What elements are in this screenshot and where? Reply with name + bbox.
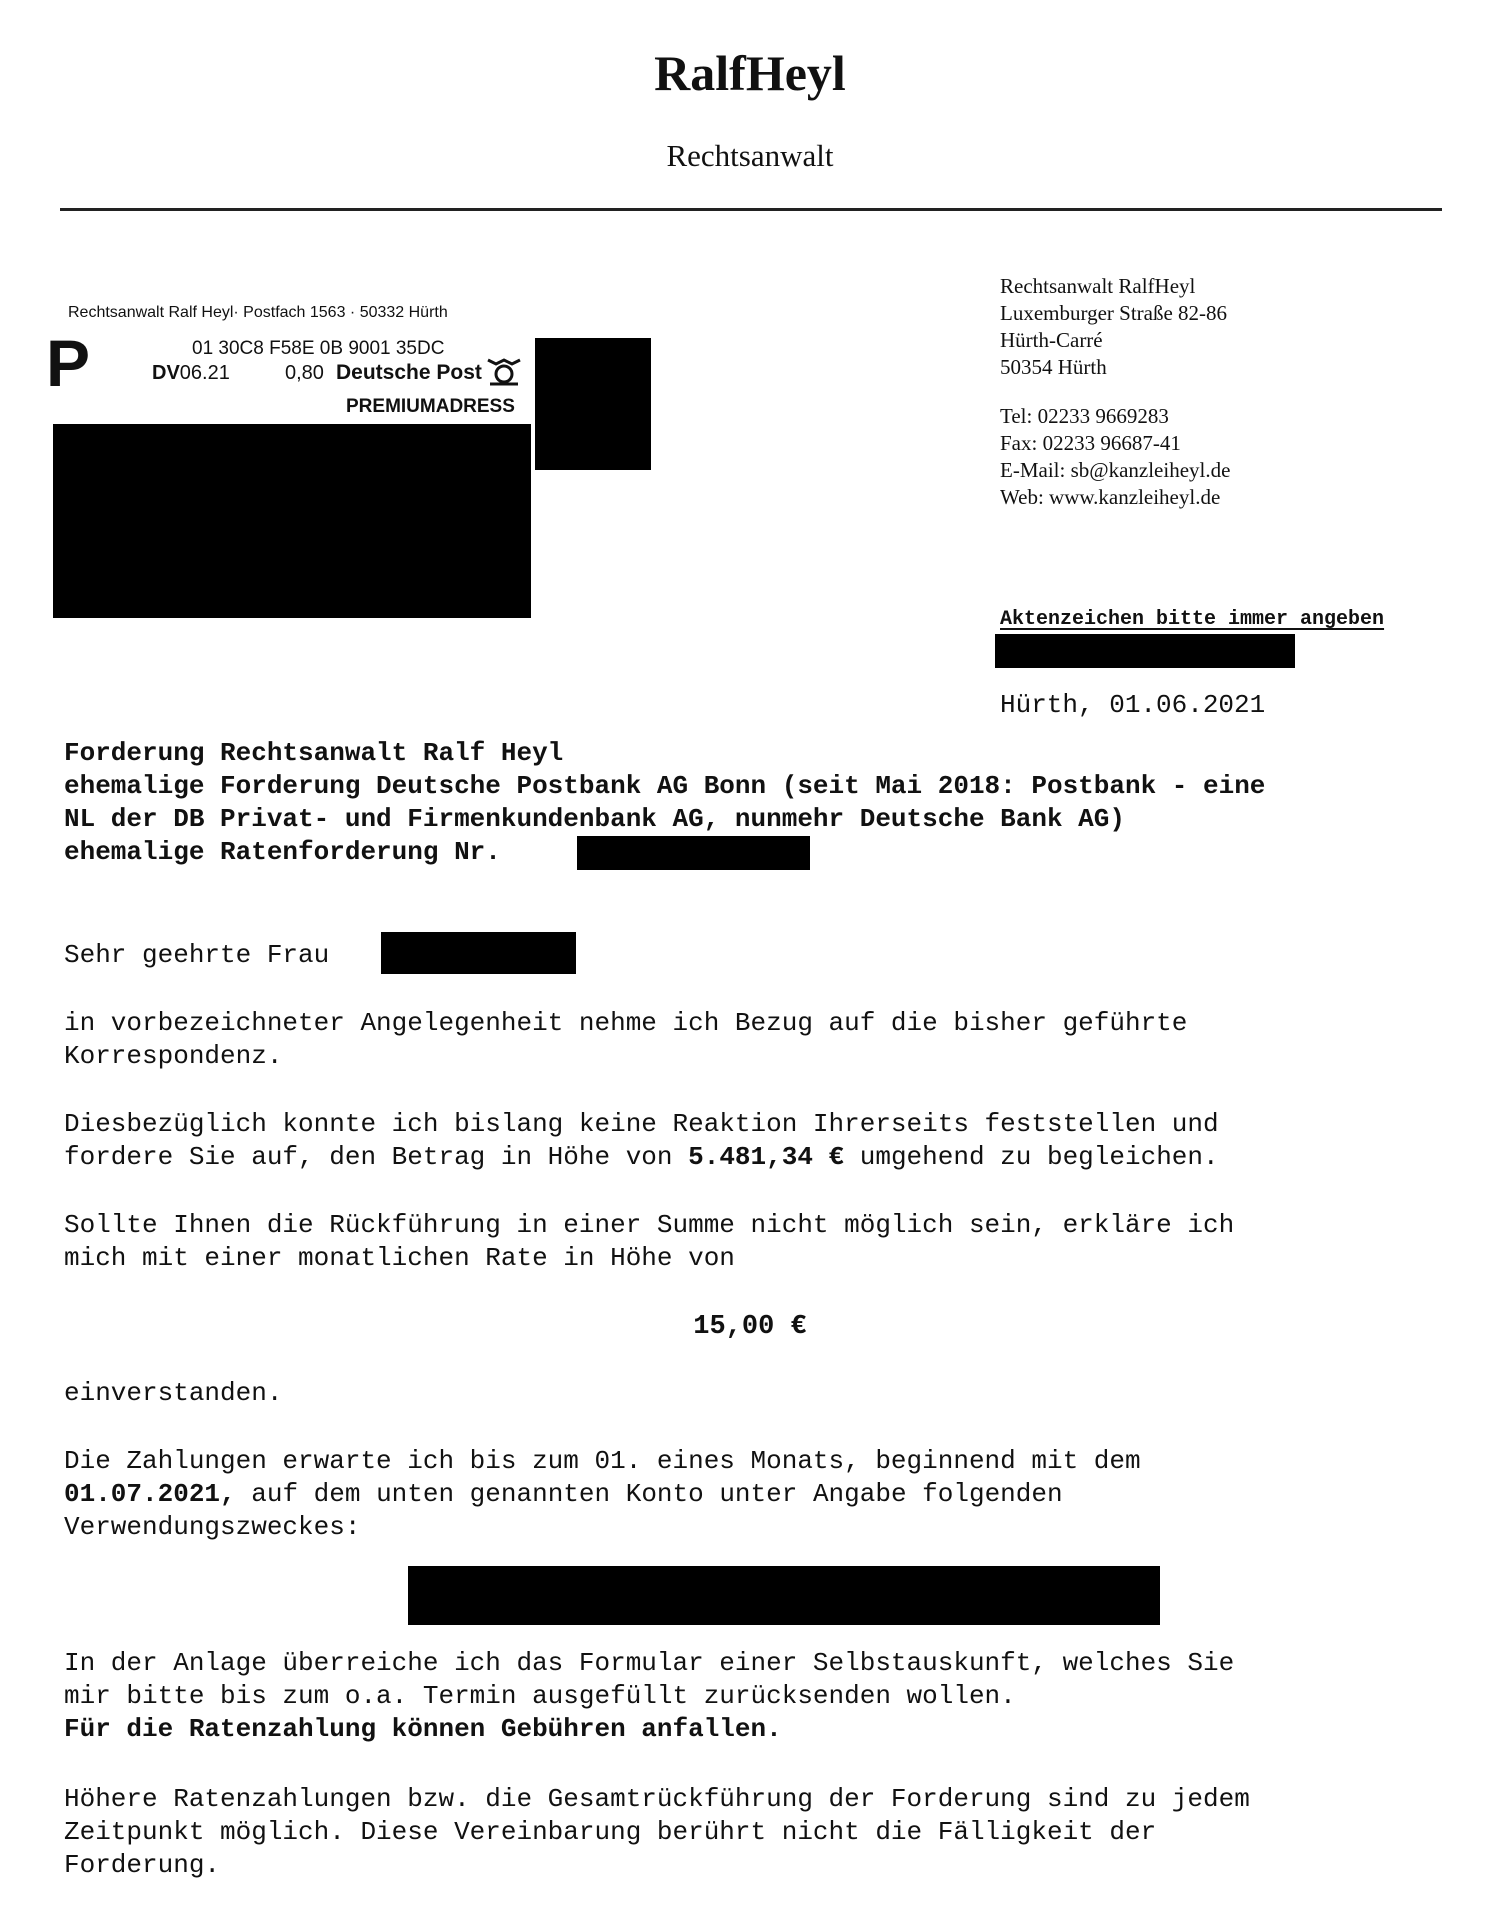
salutation: Sehr geehrte Frau — [64, 940, 330, 970]
postage-mark: P — [46, 326, 91, 400]
info-city: 50354 Hürth — [1000, 355, 1107, 379]
rate-amount: 15,00 € — [693, 1312, 807, 1342]
paragraph-5-line-1: In der Anlage überreiche ich das Formular einer Selbstauskunft, welches Sie — [64, 1648, 1235, 1678]
franking-dv-prefix: DV — [152, 362, 180, 384]
letter-date: Hürth, 01.06.2021 — [1000, 690, 1266, 720]
subject-line-4: ehemalige Ratenforderung Nr. — [64, 837, 501, 867]
letterhead-title: Rechtsanwalt — [666, 138, 834, 173]
payment-start-date: 01.07.2021, — [64, 1479, 236, 1509]
sender-return-address: Rechtsanwalt Ralf Heyl· Postfach 1563 · 50332 Hürth — [68, 304, 448, 321]
paragraph-3-line-1: Sollte Ihnen die Rückführung in einer Summe nicht möglich sein, erkläre ich — [64, 1210, 1235, 1240]
redacted-franking-matrix — [535, 338, 651, 470]
franking-dv-number: 06.21 — [179, 362, 230, 384]
paragraph-6-line-3: Forderung. — [64, 1850, 221, 1880]
redacted-recipient-address — [53, 424, 531, 618]
subject-line-2: ehemalige Forderung Deutsche Postbank AG Bonn (seit Mai 2018: Postbank - eine — [64, 771, 1266, 801]
redacted-claim-number — [577, 836, 810, 870]
letterhead-divider — [60, 208, 1442, 211]
franking-dv — [152, 362, 230, 385]
info-name: Rechtsanwalt RalfHeyl — [1000, 274, 1196, 298]
paragraph-3-line-3: einverstanden. — [64, 1378, 283, 1408]
info-email: E-Mail: sb@kanzleiheyl.de — [1000, 458, 1231, 482]
redacted-recipient-name — [381, 932, 576, 974]
paragraph-4-line-1: Die Zahlungen erwarte ich bis zum 01. eines Monats, beginnend mit dem — [64, 1446, 1141, 1476]
fees-notice: Für die Ratenzahlung können Gebühren anfallen. — [64, 1714, 782, 1744]
claim-amount: 5.481,34 € — [688, 1142, 845, 1172]
paragraph-2-line-1: Diesbezüglich konnte ich bislang keine Reaktion Ihrerseits feststellen und — [64, 1109, 1219, 1139]
paragraph-2-line-2 — [64, 1144, 1219, 1170]
paragraph-1-line-1: in vorbezeichneter Angelegenheit nehme ich Bezug auf die bisher geführte — [64, 1008, 1188, 1038]
reference-label: Aktenzeichen bitte immer angeben — [1000, 608, 1385, 631]
paragraph-6-line-1: Höhere Ratenzahlungen bzw. die Gesamtrückführung der Forderung sind zu jedem — [64, 1784, 1250, 1814]
carrier-name: Deutsche Post — [336, 361, 482, 384]
paragraph-4-text-b: auf dem unten genannten Konto unter Angabe folgenden — [251, 1479, 1063, 1509]
franking-price: 0,80 — [285, 362, 324, 384]
franking-code: 01 30C8 F58E 0B 9001 35DC — [192, 338, 445, 359]
paragraph-3-line-2: mich mit einer monatlichen Rate in Höhe von — [64, 1243, 735, 1273]
service-label: PREMIUMADRESS — [346, 396, 515, 417]
paragraph-6-line-2: Zeitpunkt möglich. Diese Vereinbarung berührt nicht die Fälligkeit der — [64, 1817, 1157, 1847]
paragraph-2-text-a: fordere Sie auf, den Betrag in Höhe von — [64, 1142, 673, 1172]
subject-line-1: Forderung Rechtsanwalt Ralf Heyl — [64, 738, 564, 768]
letterhead-name: RalfHeyl — [654, 45, 846, 101]
redacted-reference-number — [995, 634, 1295, 668]
info-web: Web: www.kanzleiheyl.de — [1000, 485, 1221, 509]
paragraph-1-line-2: Korrespondenz. — [64, 1041, 283, 1071]
info-street: Luxemburger Straße 82-86 — [1000, 301, 1228, 325]
subject-line-3: NL der DB Privat- und Firmenkundenbank AG, nunmehr Deutsche Bank AG) — [64, 804, 1125, 834]
info-tel: Tel: 02233 9669283 — [1000, 404, 1169, 428]
redacted-payment-reference — [408, 1566, 1160, 1625]
paragraph-2-text-b: umgehend zu begleichen. — [859, 1142, 1219, 1172]
paragraph-4-line-3: Verwendungszweckes: — [64, 1512, 361, 1542]
posthorn-icon — [484, 354, 524, 388]
info-building: Hürth-Carré — [1000, 328, 1103, 352]
info-fax: Fax: 02233 96687-41 — [1000, 431, 1181, 455]
paragraph-4-line-2 — [64, 1481, 1063, 1507]
paragraph-5-line-2: mir bitte bis zum o.a. Termin ausgefüllt zurücksenden wollen. — [64, 1681, 1016, 1711]
